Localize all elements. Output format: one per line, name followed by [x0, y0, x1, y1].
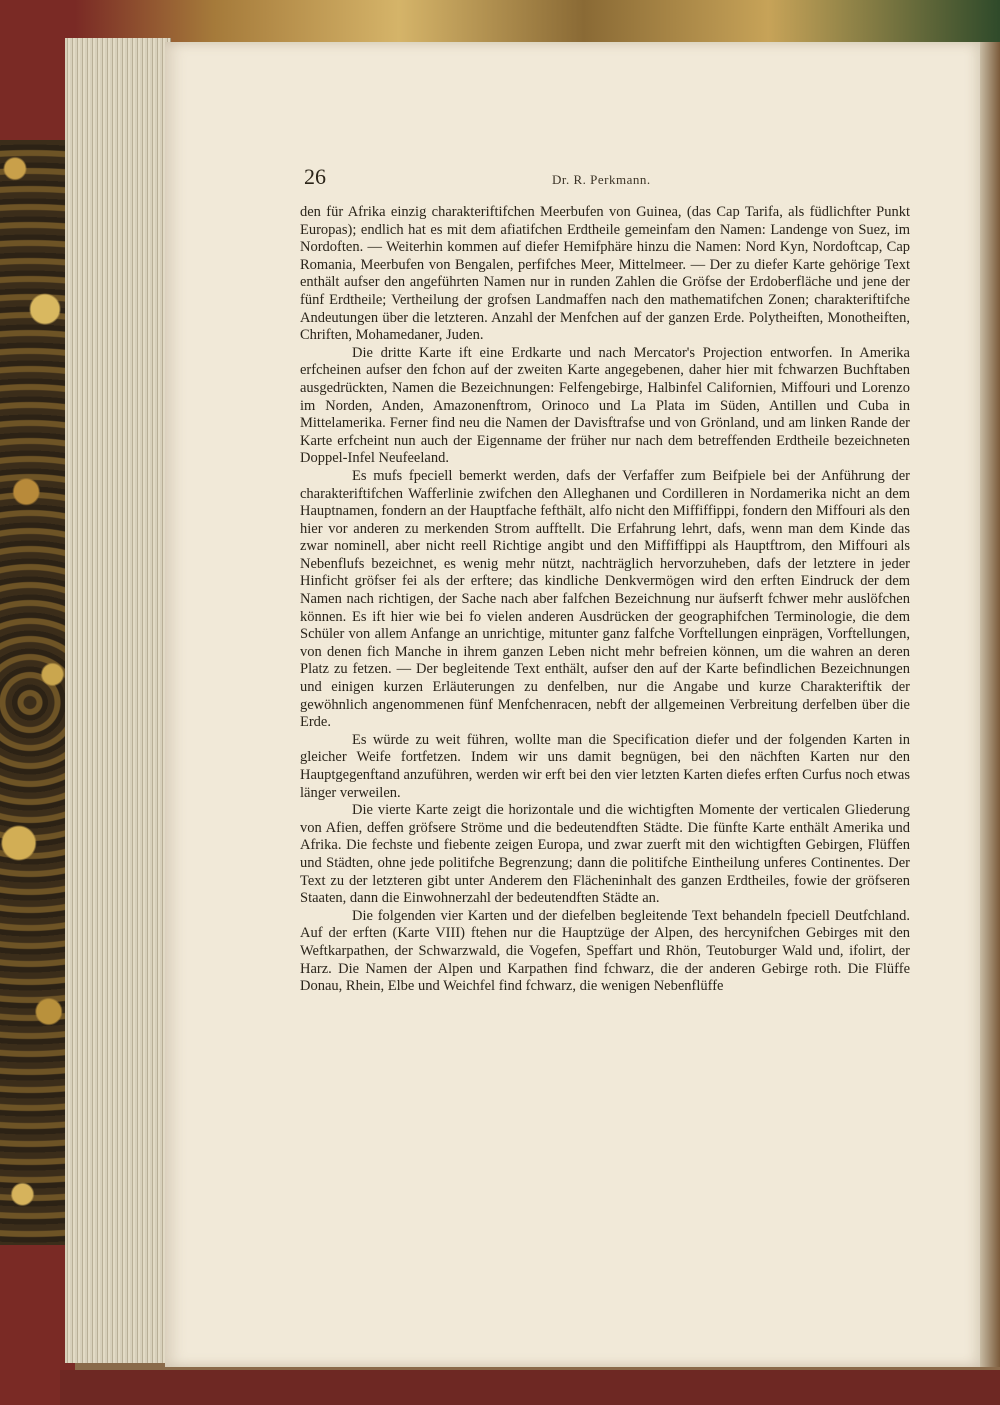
book-right-edge: [978, 42, 1000, 1367]
page-stack-edges: [65, 38, 171, 1363]
cover-binding-top: [0, 0, 75, 140]
page-number: 26: [304, 164, 326, 189]
paragraph: Es mufs fpeciell bemerkt werden, dafs der Verfaffer zum Beifpiele bei der Anführung der charakteriftifchen Wafferlinie zwifchen den Alleghanen und Cordilleren in Nordamerika nicht an dem Hauptnamen, fondern an der Hauptfache fefthält, alfo nicht den Miffiffippi, fondern den Miffouri als den hier vor anderen zu merkenden Strom aufftellt. Die Erfahrung lehrt, dafs, wenn man dem Kinde das zwar nominell, aber nicht reell Richtige angibt und den Miffiffippi als Hauptftrom, den Miffouri als Nebenflufs bezeichnet, es wenig mehr nützt, nachträglich hervorzuheben, dafs der letztere in jeder Hinficht gröfser fei als der erftere; das kindliche Denkvermögen wird den erften Eindruck der dem Namen nach richtigen, der Sache nach aber falfchen Bezeichnung nur äufserft fchwer mehr auslöfchen können. Es ift hier wie bei fo vielen anderen Ausdrücken der geographifchen Terminologie, die dem Schüler von allem Anfange an unrichtige, mitunter ganz falfche Vorftellungen einprägen, Vorftellungen, von denen fich Manche in ihrem ganzen Leben nicht mehr befreien können, um die wahren an deren Platz zu fetzen. — Der begleitende Text enthält, aufser den auf der Karte befindlichen Bezeichnungen und einigen kurzen Erläuterungen zu denfelben, nur die Angabe und kurze Charakteriftik der gewöhnlich angenommenen fünf Menfchenracen, nebft der allgemeinen Verbreitung derfelben über die Erde.: [300, 467, 910, 731]
book-top-edge: [75, 0, 1000, 42]
running-head: Dr. R. Perkmann.: [552, 172, 651, 187]
paragraph: Es würde zu weit führen, wollte man die Specification diefer und der folgenden Karten in gleicher Weife fortfetzen. Indem wir uns damit begnügen, bei den nächften Karten nur den Hauptgegenftand anzuführen, werden wir erft bei den vier letzten Karten diefes erften Curfus noch etwas länger verweilen.: [300, 731, 910, 801]
page-header: [304, 164, 908, 192]
marbled-cover: [0, 0, 75, 1405]
paragraph: Die dritte Karte ift eine Erdkarte und nach Mercator's Projection entworfen. In Amerika erfcheinen aufser den fchon auf der zweiten Karte angegebenen, daher hier mit fchwarzen Buchftaben ausgedrückten, Namen die Bezeichnungen: Felfengebirge, Halbinfel Californien, Miffouri und Lorenzo im Norden, Anden, Amazonenftrom, Orinoco und La Plata im Süden, Antillen und Cuba in Mittelamerika. Ferner find neu die Namen der Davisftrafse und von Grönland, und am linken Rande der Karte erfcheint nun auch der Eigenname der früher nur nach dem betreffenden Erdtheile bezeichneten Doppel-Infel Neufeeland.: [300, 344, 910, 467]
paragraph: Die vierte Karte zeigt die horizontale und die wichtigften Momente der verticalen Gliederung von Afien, deffen gröfsere Ströme und die bedeutendften Städte. Die fünfte Karte enthält Amerika und Afrika. Die fechste und fiebente zeigen Europa, und zwar zuerft mit den wichtigften Gebirgen, Flüffen und Städten, ohne jede politifche Begrenzung; dann die politifche Eintheilung unferes Continentes. Der Text zu der letzteren gibt unter Anderem den Flächeninhalt des ganzen Erdtheiles, fowie der gröfseren Staaten, dann die Einwohnerzahl der bedeutendften Städte an.: [300, 802, 910, 907]
paragraph: den für Afrika einzig charakteriftifchen Meerbufen von Guinea, (das Cap Tarifa, als füdlichfter Punkt Europas); endlich hat es mit dem afiatifchen Erdtheile gemeinfam den Namen: Landenge von Suez, im Nordoften. — Weiterhin kommen auf diefer Hemifphäre hinzu die Namen: Nord Kyn, Nordoftcap, Cap Romania, Meerbufen von Bengalen, perfifches Meer, Mittelmeer. — Der zu diefer Karte gehörige Text enthält aufser den angeführten Namen nur in runden Zahlen die Gröfse der Erdoberfläche und jene der fünf Erdtheile; Vertheilung der grofsen Landmaffen nach den mathematifchen Zonen; charakteriftifche Andeutungen über die letzteren. Anzahl der Menfchen auf der ganzen Erde. Polytheiften, Monotheiften, Chriften, Mohamedaner, Juden.: [300, 204, 910, 344]
body-text: [300, 204, 910, 996]
book-bottom-edge: [60, 1370, 1000, 1405]
paragraph: Die folgenden vier Karten und der diefelben begleitende Text behandeln fpeciell Deutfchland. Auf der erften (Karte VIII) ftehen nur die Hauptzüge der Alpen, des hercynifchen Gebirges mit den Weftkarpathen, der Schwarzwald, die Vogefen, Speffart und Rhön, Teutoburger Wald und, ifolirt, der Harz. Die Namen der Alpen und Karpathen find fchwarz, die der anderen Gebirge roth. Die Flüffe Donau, Rhein, Elbe und Weichfel find fchwarz, die wenigen Nebenflüffe: [300, 907, 910, 995]
